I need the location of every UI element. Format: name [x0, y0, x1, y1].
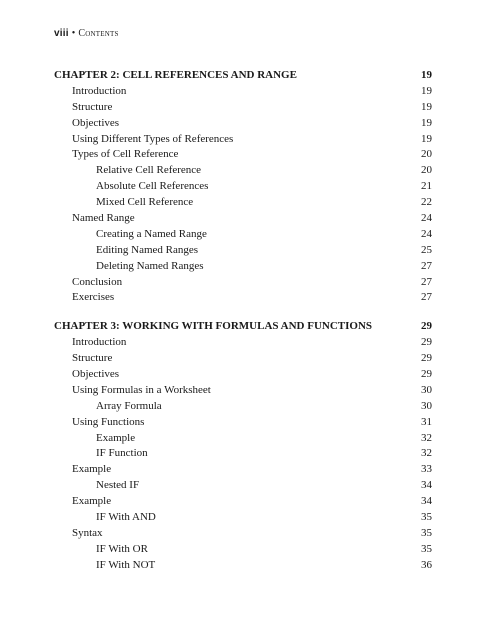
toc-entry[interactable] [54, 211, 432, 227]
toc-entry-page-number: 19 [421, 132, 432, 145]
toc-entry-title: Types of Cell Reference [72, 148, 179, 161]
toc-entry-title: Exercises [72, 291, 115, 304]
toc-entry-title: Mixed Cell Reference [96, 196, 194, 209]
toc-entry-title: Editing Named Ranges [96, 243, 199, 256]
bullet-separator: • [71, 28, 76, 39]
toc-entry-title: Creating a Named Range [96, 227, 207, 240]
toc-entry-title: Using Different Types of References [72, 132, 234, 145]
toc-entry-page-number: 25 [421, 243, 432, 256]
toc-entry-page-number: 35 [421, 542, 432, 555]
toc-entry-title: IF With OR [96, 542, 148, 555]
toc-entry-title: Structure [72, 100, 113, 113]
toc-entry-page-number: 34 [421, 479, 432, 492]
toc-entry-title: Using Functions [72, 415, 145, 428]
toc-entry-page-number: 32 [421, 447, 432, 460]
running-head [54, 28, 119, 39]
toc-entry-page-number: 27 [421, 275, 432, 288]
toc-entry[interactable] [54, 116, 432, 132]
table-of-contents [54, 68, 432, 587]
chapter-block [54, 68, 432, 306]
toc-entry-title: Relative Cell Reference [96, 164, 202, 177]
chapter-title: CHAPTER 3: WORKING WITH FORMULAS AND FUNCTIONS [54, 320, 373, 333]
toc-entry[interactable] [54, 195, 432, 211]
toc-entry-title: Example [96, 431, 136, 444]
toc-entry-title: Conclusion [72, 275, 123, 288]
toc-entry[interactable] [54, 431, 432, 447]
toc-entry[interactable] [54, 367, 432, 383]
toc-entry[interactable] [54, 542, 432, 558]
toc-entry[interactable] [54, 462, 432, 478]
toc-entry[interactable] [54, 526, 432, 542]
toc-entry-title: Structure [72, 352, 113, 365]
toc-entry-page-number: 34 [421, 495, 432, 508]
chapter-heading-row[interactable] [54, 319, 432, 335]
toc-entry[interactable] [54, 335, 432, 351]
toc-entry[interactable] [54, 84, 432, 100]
toc-entry[interactable] [54, 227, 432, 243]
toc-entry[interactable] [54, 399, 432, 415]
toc-entry-page-number: 29 [421, 368, 432, 381]
toc-entry[interactable] [54, 383, 432, 399]
toc-entry-title: Deleting Named Ranges [96, 259, 204, 272]
toc-entry-title: Absolute Cell References [96, 180, 209, 193]
toc-entry-page-number: 20 [421, 164, 432, 177]
toc-entry-page-number: 19 [421, 84, 432, 97]
toc-entry-title: Nested IF [96, 479, 140, 492]
toc-entry-page-number: 31 [421, 415, 432, 428]
toc-entry[interactable] [54, 275, 432, 291]
toc-entry-title: Example [72, 495, 112, 508]
toc-entry-title: IF With AND [96, 511, 156, 524]
page-folio: viii [54, 28, 69, 39]
chapter-page-number: 19 [421, 69, 432, 81]
toc-entry[interactable] [54, 163, 432, 179]
toc-entry[interactable] [54, 494, 432, 510]
toc-entry-page-number: 36 [421, 558, 432, 571]
toc-entry-page-number: 29 [421, 352, 432, 365]
section-title: Contents [78, 28, 119, 39]
toc-entry-title: Introduction [72, 84, 127, 97]
toc-entry-page-number: 35 [421, 526, 432, 539]
toc-entry[interactable] [54, 351, 432, 367]
chapter-heading-row[interactable] [54, 68, 432, 84]
toc-entry-page-number: 19 [421, 100, 432, 113]
toc-entry[interactable] [54, 132, 432, 148]
toc-entry-page-number: 30 [421, 399, 432, 412]
toc-entry[interactable] [54, 259, 432, 275]
chapter-page-number: 29 [421, 320, 432, 333]
toc-entry-page-number: 27 [421, 259, 432, 272]
toc-entry[interactable] [54, 478, 432, 494]
toc-entry-page-number: 20 [421, 148, 432, 161]
toc-entry-title: Introduction [72, 336, 127, 349]
toc-entry-title: Using Formulas in a Worksheet [72, 383, 211, 396]
toc-entry-page-number: 33 [421, 463, 432, 476]
toc-entry-title: Array Formula [96, 399, 162, 412]
toc-entry-page-number: 29 [421, 336, 432, 349]
chapter-title: CHAPTER 2: CELL REFERENCES AND RANGE [54, 69, 297, 81]
toc-entry-page-number: 21 [421, 180, 432, 193]
toc-entry[interactable] [54, 179, 432, 195]
toc-entry[interactable] [54, 100, 432, 116]
toc-entry[interactable] [54, 558, 432, 574]
toc-entry-page-number: 22 [421, 196, 432, 209]
toc-entry-title: Syntax [72, 526, 103, 539]
toc-entry-page-number: 32 [421, 431, 432, 444]
toc-entry-page-number: 27 [421, 291, 432, 304]
toc-entry[interactable] [54, 290, 432, 306]
toc-entry-page-number: 19 [421, 116, 432, 129]
toc-entry-title: IF With NOT [96, 558, 156, 571]
toc-entry-title: Objectives [72, 116, 120, 129]
toc-entry-page-number: 24 [421, 212, 432, 225]
toc-entry[interactable] [54, 415, 432, 431]
toc-entry[interactable] [54, 243, 432, 259]
toc-entry-page-number: 24 [421, 227, 432, 240]
toc-entry-title: IF Function [96, 447, 148, 460]
toc-entry-title: Named Range [72, 212, 135, 225]
toc-entry-title: Objectives [72, 368, 120, 381]
toc-entry-page-number: 35 [421, 511, 432, 524]
toc-entry[interactable] [54, 147, 432, 163]
toc-entry-title: Example [72, 463, 112, 476]
toc-entry-page-number: 30 [421, 383, 432, 396]
toc-entry[interactable] [54, 446, 432, 462]
chapter-block [54, 319, 432, 573]
toc-entry[interactable] [54, 510, 432, 526]
